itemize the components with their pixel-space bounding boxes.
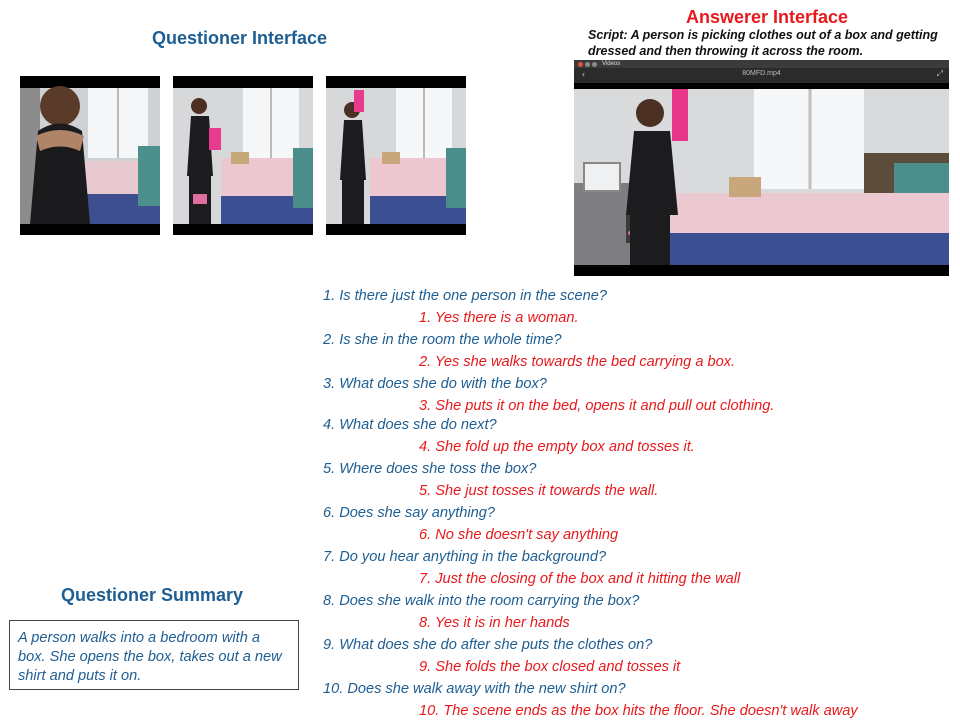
video-frame-1: [20, 76, 160, 235]
question-1: 1. Is there just the one person in the scene?: [323, 288, 607, 304]
answer-3: 3. She puts it on the bed, opens it and pull out clothing.: [419, 398, 775, 414]
answer-1: 1. Yes there is a woman.: [419, 310, 579, 326]
answer-10: 10. The scene ends as the box hits the floor. She doesn't walk away: [419, 703, 858, 719]
question-3: 3. What does she do with the box?: [323, 376, 547, 392]
maximize-window-icon[interactable]: [592, 62, 597, 67]
answer-9: 9. She folds the box closed and tosses it: [419, 659, 681, 675]
summary-title: Questioner Summary: [61, 585, 244, 605]
player-titlebar: [574, 60, 949, 68]
question-6: 6. Does she say anything?: [323, 505, 495, 521]
question-4: 4. What does she do next?: [323, 417, 497, 433]
minimize-window-icon[interactable]: [585, 62, 590, 67]
video-frame-3: [326, 76, 466, 235]
back-arrow-icon[interactable]: ‹: [582, 69, 585, 79]
question-8: 8. Does she walk into the room carrying the box?: [323, 593, 640, 609]
answer-4: 4. She fold up the empty box and tosses it.: [419, 439, 695, 455]
fullscreen-icon[interactable]: ⤢: [936, 69, 943, 78]
answer-5: 5. She just tosses it towards the wall.: [419, 483, 659, 499]
player-toolbar: [574, 68, 949, 83]
video-player[interactable]: [574, 60, 949, 276]
question-7: 7. Do you hear anything in the background?: [323, 549, 607, 565]
answer-2: 2. Yes she walks towards the bed carrying a box.: [419, 354, 736, 370]
player-file-name: 80MFD.mp4: [742, 70, 781, 77]
answer-7: 7. Just the closing of the box and it hitting the wall: [419, 571, 741, 587]
answerer-title: Answerer Interface: [686, 7, 849, 27]
summary-box: A person walks into a bedroom with a box. She opens the box, takes out a new shirt and puts it on.: [9, 620, 299, 690]
question-2: 2. Is she in the room the whole time?: [323, 332, 562, 348]
close-window-icon[interactable]: [578, 62, 583, 67]
video-frame-2: [173, 76, 313, 235]
script-text: Script: A person is picking clothes out of a box and getting dressed and then throwing it across the room.: [588, 28, 938, 58]
answer-6: 6. No she doesn't say anything: [419, 527, 619, 543]
questioner-title: Questioner Interface: [152, 28, 328, 48]
question-5: 5. Where does she toss the box?: [323, 461, 537, 477]
question-10: 10. Does she walk away with the new shirt on?: [323, 681, 626, 697]
answer-8: 8. Yes it is in her hands: [419, 615, 570, 631]
question-9: 9. What does she do after she puts the clothes on?: [323, 637, 653, 653]
player-window-title: Videos: [602, 61, 621, 67]
player-video-frame: [574, 83, 949, 276]
